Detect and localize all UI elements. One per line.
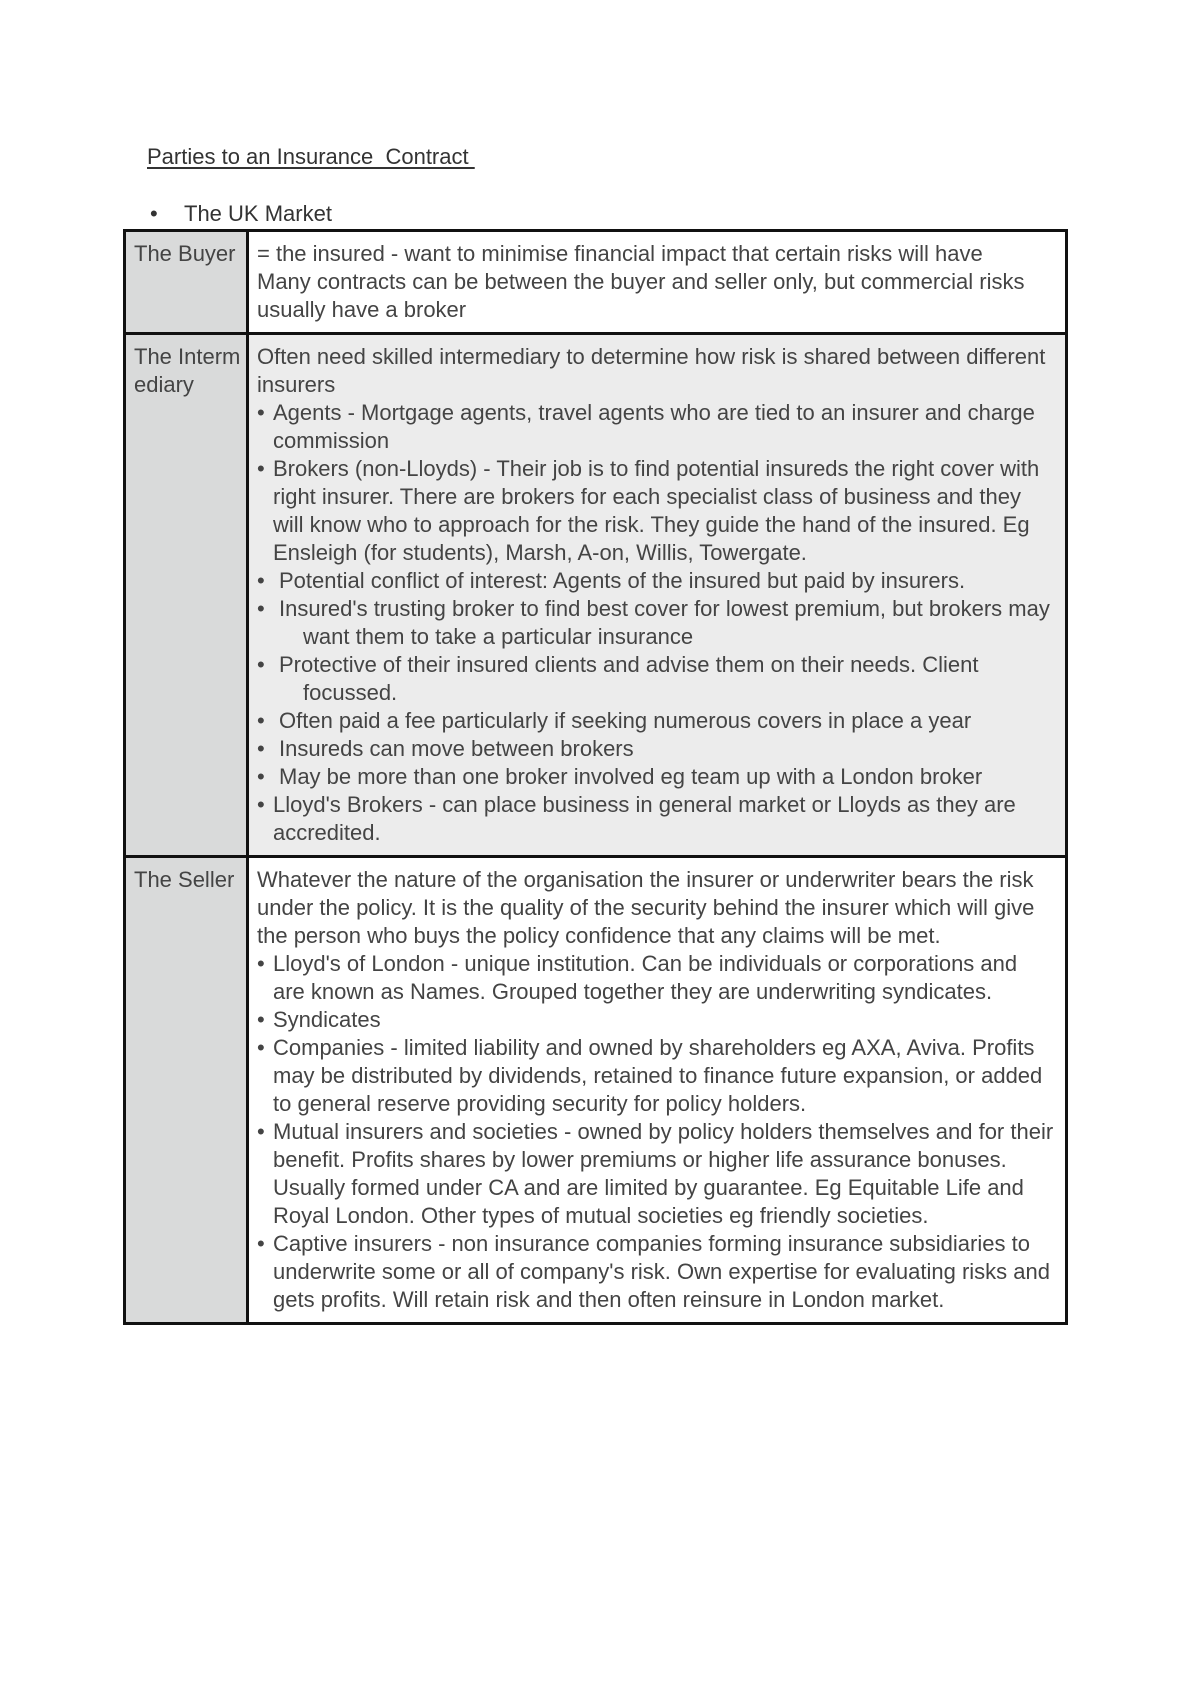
seller-intro: Whatever the nature of the organisation the insurer or underwriter bears the risk under the policy. It is the quality of the security behind the insurer which will give the person who buys the policy confidence that any claims will be met.: [257, 867, 1035, 948]
list-item: [257, 763, 1055, 791]
intermediary-list: [257, 399, 1055, 847]
bullet-dot: •: [150, 201, 158, 226]
parties-table: [123, 229, 1068, 1325]
list-item: • Mutual insurers and societies - owned by policy holders themselves and for their benefit. Profits shares by lower premiums or higher life assurance bonuses. Usually formed under CA and are limited by guarantee. Eg Equitable Life and Royal London. Other types of mutual societies eg friendly societies.: [257, 1118, 1055, 1230]
list-item: • Lloyd's of London - unique institution. Can be individuals or corporations and are known as Names. Grouped together they are underwriting syndicates.: [257, 950, 1055, 1006]
list-item: • Agents - Mortgage agents, travel agents who are tied to an insurer and charge commission: [257, 399, 1055, 455]
intermediary-label-text: The Intermediary: [134, 344, 241, 397]
section-bullet: [150, 201, 332, 227]
row-label-seller: The Seller: [125, 857, 248, 1324]
sub-bullet-text: • Potential conflict of interest: Agents of the insured but paid by insurers.: [279, 568, 966, 593]
table-row-intermediary: [125, 334, 1067, 857]
list-item: • Captive insurers - non insurance companies forming insurance subsidiaries to underwrite some or all of company's risk. Own expertise for evaluating risks and gets profits. Will retain risk and then often reinsure in London market.: [257, 1230, 1055, 1314]
list-item: [257, 651, 1055, 707]
row-label-buyer: The Buyer: [125, 231, 248, 334]
row-content-intermediary: [248, 334, 1067, 857]
sub-bullet-text: Insureds can move between brokers: [279, 736, 634, 761]
row-label-intermediary: [125, 334, 248, 857]
row-content-buyer: [248, 231, 1067, 334]
buyer-intro-2: Many contracts can be between the buyer and seller only, but commercial risks usually have a broker: [257, 269, 1025, 322]
list-item: • Companies - limited liability and owned by shareholders eg AXA, Aviva. Profits may be distributed by dividends, retained to finance future expansion, or added to general reserve providing security for policy holders.: [257, 1034, 1055, 1118]
list-item: • Lloyd's Brokers - can place business in general market or Lloyds as they are accredited.: [257, 791, 1055, 847]
buyer-intro: = the insured - want to minimise financial impact that certain risks will have: [257, 241, 983, 266]
sub-bullet-text: • Protective of their insured clients and advise them on their needs. Client focussed.: [279, 652, 979, 705]
list-item: [257, 595, 1055, 651]
sub-bullet-text: • May be more than one broker involved eg team up with a London broker: [279, 764, 983, 789]
document-title: Parties to an Insurance Contract: [147, 144, 475, 169]
section-label: The UK Market: [184, 201, 332, 226]
list-item: [257, 567, 1055, 595]
list-item: • Brokers (non-Lloyds) - Their job is to find potential insureds the right cover with right insurer. There are brokers for each specialist class of business and they will know who to approach for the risk. They guide the hand of the insured. Eg Ensleigh (for students), Marsh, A-on, Willis, Towergate.: [257, 455, 1055, 567]
table-row-buyer: [125, 231, 1067, 334]
sub-bullet-text: Often paid a fee particularly if seeking numerous covers in place a year: [279, 708, 972, 733]
seller-list: [257, 950, 1055, 1314]
list-item: [257, 735, 1055, 763]
list-item: • Syndicates: [257, 1006, 1055, 1034]
row-content-seller: [248, 857, 1067, 1324]
sub-bullet-text: • Insured's trusting broker to find best cover for lowest premium, but brokers may want them to take a particular insurance: [279, 596, 1050, 649]
list-item: [257, 707, 1055, 735]
table-row-seller: [125, 857, 1067, 1324]
intermediary-intro: Often need skilled intermediary to determine how risk is shared between different insurers: [257, 344, 1046, 397]
